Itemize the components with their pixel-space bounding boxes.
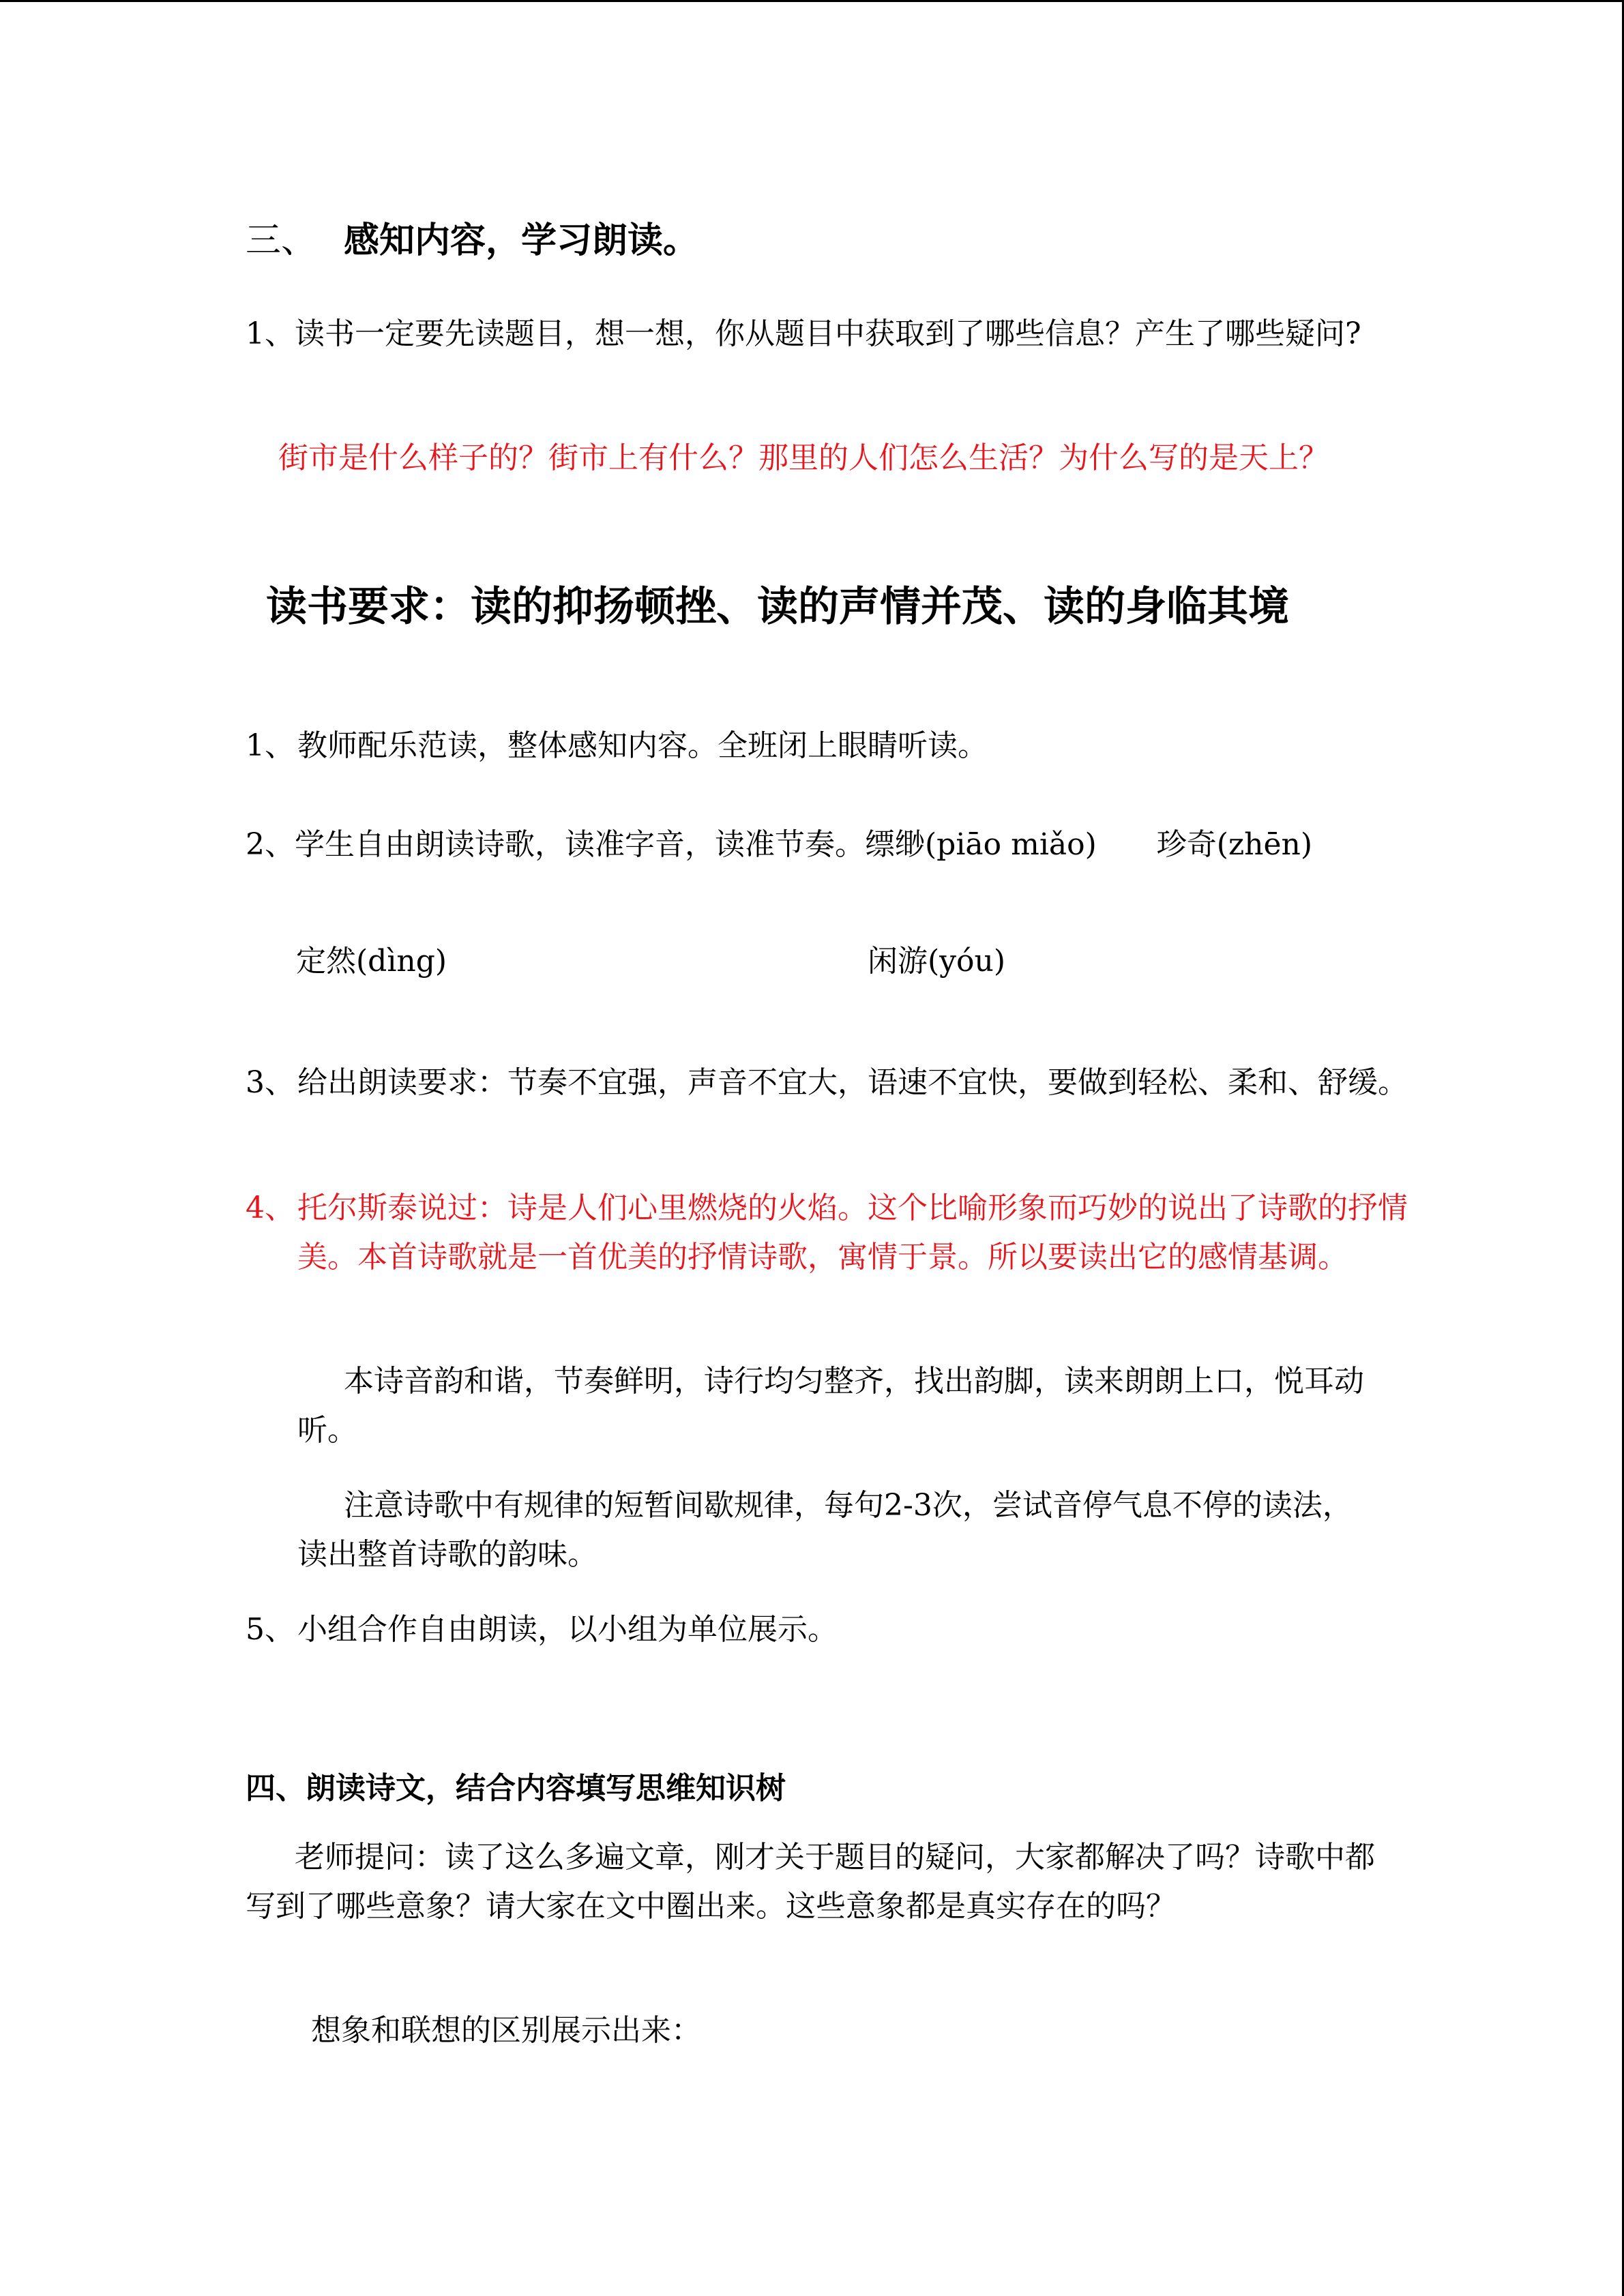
step-5	[246, 1605, 1430, 1654]
section-3-title: 感知内容，学习朗读。	[344, 220, 699, 261]
step-3-text: 给出朗读要求：节奏不宜强，声音不宜大，语速不宜快，要做到轻松、柔和、舒缓。	[297, 1065, 1408, 1100]
closing-line: 想象和联想的区别展示出来：	[311, 2013, 701, 2048]
step-5-text: 小组合作自由朗读，以小组为单位展示。	[297, 1612, 838, 1647]
note-pause: 注意诗歌中有规律的短暂间歇规律，每句2-3次，尝试音停气息不停的读法，读出整首诗歌的韵味。	[297, 1488, 1353, 1572]
step-2	[246, 814, 1378, 876]
pinyin-word-dingran: 定然(dìng)	[296, 944, 447, 979]
step-1	[246, 721, 1430, 771]
note-rhythm: 本诗音韵和谐，节奏鲜明，诗行均匀整齐，找出韵脚，读来朗朗上口，悦耳动听。	[297, 1364, 1364, 1448]
teacher-question: 老师提问：读了这么多遍文章，刚才关于题目的疑问，大家都解决了吗？诗歌中都写到了哪些意象？请大家在文中圈出来。这些意象都是真实存在的吗？	[246, 1840, 1375, 1924]
step-3	[246, 1058, 1430, 1107]
step-2-number: 2、	[246, 827, 295, 862]
section-3-heading	[246, 211, 1378, 263]
section-3-number: 三、	[246, 220, 317, 261]
reading-requirement: 读书要求：读的抑扬顿挫、读的声情并茂、读的身临其境	[266, 583, 1289, 631]
step-1-number: 1、	[246, 728, 295, 763]
pinyin-word-xianyou: 闲游(yóu)	[868, 944, 1006, 979]
step-2-text: 学生自由朗读诗歌，读准字音，读准节奏。缥缈(piāo miǎo) 珍奇(zhēn)	[295, 827, 1313, 862]
step-3-number: 3、	[246, 1065, 295, 1100]
section-4-heading: 四、朗读诗文，结合内容填写思维知识树	[246, 1771, 786, 1806]
step-4	[246, 1184, 1430, 1282]
step-5-number: 5、	[246, 1612, 295, 1647]
step-1-text: 教师配乐范读，整体感知内容。全班闭上眼睛听读。	[297, 728, 988, 763]
step-4-number: 4、	[246, 1191, 295, 1225]
page-border-top	[0, 0, 1624, 2]
question-1-answer: 街市是什么样子的？街市上有什么？那里的人们怎么生活？为什么写的是天上？	[278, 441, 1329, 475]
question-1: 1、读书一定要先读题目，想一想，你从题目中获取到了哪些信息？产生了哪些疑问?	[246, 316, 1361, 351]
step-4-text: 托尔斯泰说过：诗是人们心里燃烧的火焰。这个比喻形象而巧妙的说出了诗歌的抒情美。本首诗歌就是一首优美的抒情诗歌，寓情于景。所以要读出它的感情基调。	[297, 1191, 1408, 1274]
